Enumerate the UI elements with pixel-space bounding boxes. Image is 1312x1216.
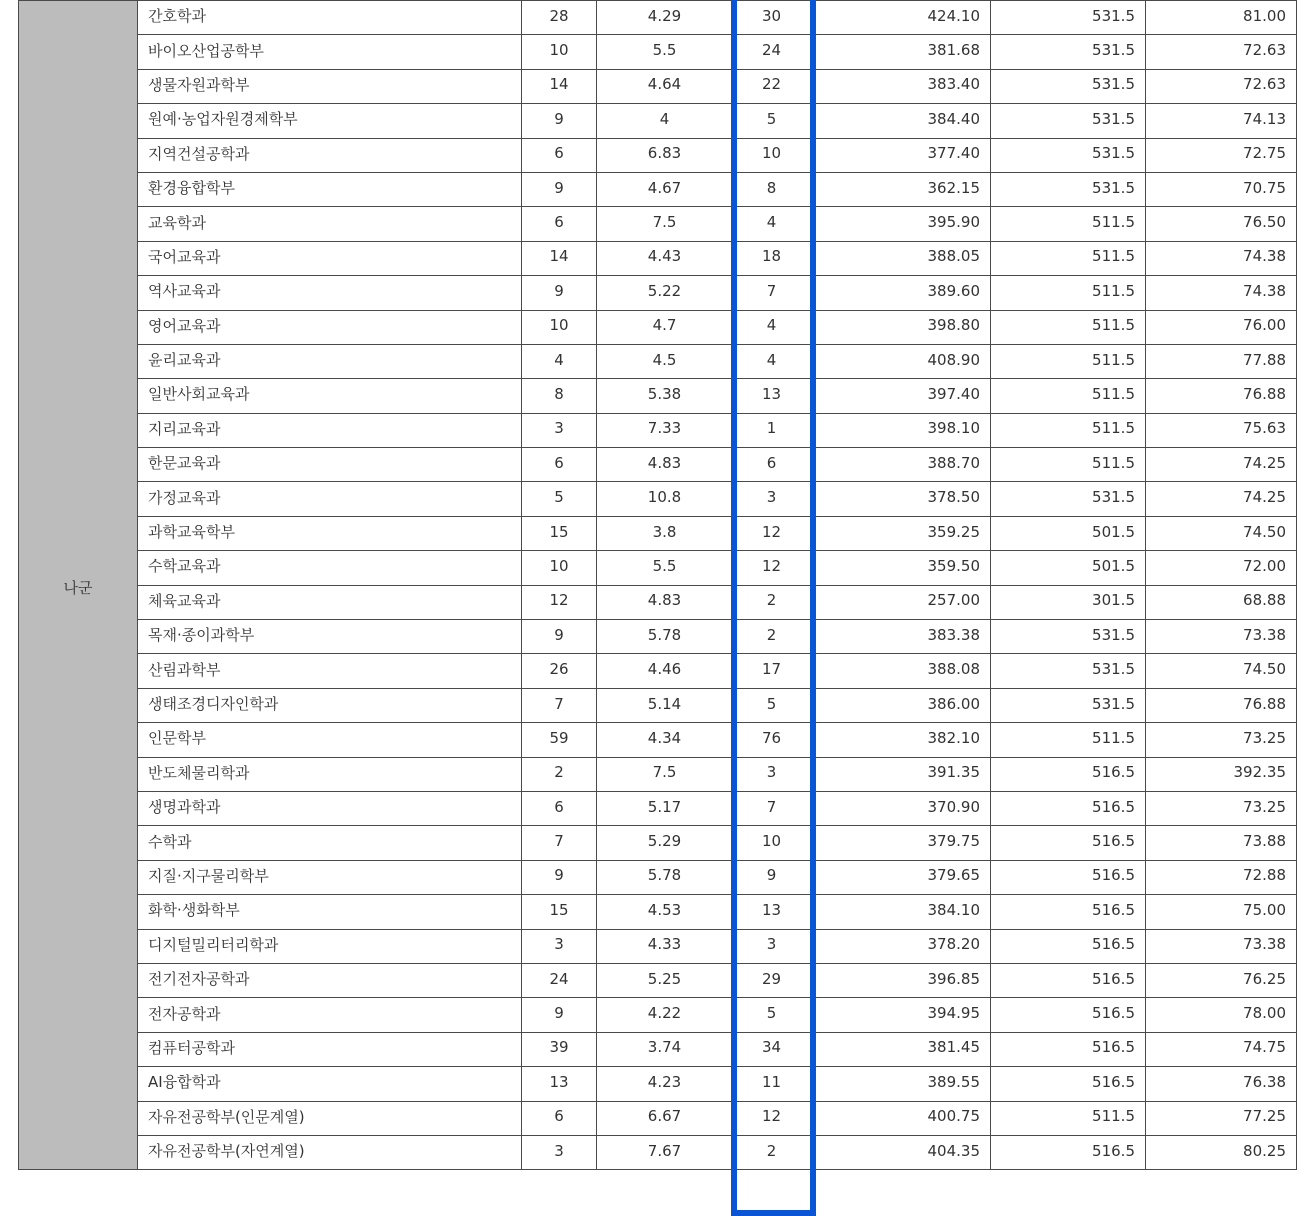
score-cell: 396.85 xyxy=(811,963,991,997)
competition-rate-cell: 3.74 xyxy=(597,1032,733,1066)
department-name-cell: 원예·농업자원경제학부 xyxy=(138,104,522,138)
max-score-cell: 516.5 xyxy=(991,1135,1146,1169)
department-name-cell: 전기전자공학과 xyxy=(138,963,522,997)
score-cell: 424.10 xyxy=(811,1,991,35)
competition-rate-cell: 4.83 xyxy=(597,448,733,482)
percentile-cell: 76.00 xyxy=(1146,310,1297,344)
max-score-cell: 531.5 xyxy=(991,482,1146,516)
score-cell: 389.60 xyxy=(811,276,991,310)
score-cell: 388.70 xyxy=(811,448,991,482)
competition-rate-cell: 6.83 xyxy=(597,138,733,172)
table-row xyxy=(19,895,1297,929)
percentile-cell: 74.50 xyxy=(1146,654,1297,688)
score-cell: 383.38 xyxy=(811,620,991,654)
percentile-cell: 392.35 xyxy=(1146,757,1297,791)
highlighted-value-cell: 22 xyxy=(733,69,811,103)
highlighted-value-cell: 12 xyxy=(733,551,811,585)
score-cell: 382.10 xyxy=(811,723,991,757)
score-cell: 404.35 xyxy=(811,1135,991,1169)
score-cell: 257.00 xyxy=(811,585,991,619)
max-score-cell: 511.5 xyxy=(991,276,1146,310)
department-name-cell: 바이오산업공학부 xyxy=(138,35,522,69)
percentile-cell: 75.00 xyxy=(1146,895,1297,929)
score-cell: 381.45 xyxy=(811,1032,991,1066)
quota-cell: 9 xyxy=(522,620,597,654)
competition-rate-cell: 4.67 xyxy=(597,172,733,206)
score-cell: 381.68 xyxy=(811,35,991,69)
percentile-cell: 74.38 xyxy=(1146,276,1297,310)
highlighted-value-cell: 5 xyxy=(733,998,811,1032)
table-row xyxy=(19,1067,1297,1101)
quota-cell: 14 xyxy=(522,69,597,103)
percentile-cell: 76.38 xyxy=(1146,1067,1297,1101)
highlighted-value-cell: 3 xyxy=(733,482,811,516)
department-name-cell: 한문교육과 xyxy=(138,448,522,482)
highlighted-value-cell: 8 xyxy=(733,172,811,206)
competition-rate-cell: 4.7 xyxy=(597,310,733,344)
score-cell: 389.55 xyxy=(811,1067,991,1101)
quota-cell: 6 xyxy=(522,138,597,172)
competition-rate-cell: 5.38 xyxy=(597,379,733,413)
quota-cell: 9 xyxy=(522,998,597,1032)
percentile-cell: 72.88 xyxy=(1146,860,1297,894)
competition-rate-cell: 5.78 xyxy=(597,860,733,894)
table-row xyxy=(19,104,1297,138)
competition-rate-cell: 4.53 xyxy=(597,895,733,929)
competition-rate-cell: 4.22 xyxy=(597,998,733,1032)
score-cell: 379.65 xyxy=(811,860,991,894)
percentile-cell: 80.25 xyxy=(1146,1135,1297,1169)
highlighted-value-cell: 7 xyxy=(733,791,811,825)
percentile-cell: 76.25 xyxy=(1146,963,1297,997)
percentile-cell: 76.88 xyxy=(1146,379,1297,413)
department-name-cell: 자유전공학부(인문계열) xyxy=(138,1101,522,1135)
competition-rate-cell: 4.43 xyxy=(597,241,733,275)
percentile-cell: 77.25 xyxy=(1146,1101,1297,1135)
highlighted-value-cell: 2 xyxy=(733,620,811,654)
highlighted-value-cell: 3 xyxy=(733,929,811,963)
highlighted-value-cell: 13 xyxy=(733,379,811,413)
competition-rate-cell: 5.17 xyxy=(597,791,733,825)
highlighted-value-cell: 34 xyxy=(733,1032,811,1066)
max-score-cell: 511.5 xyxy=(991,207,1146,241)
quota-cell: 7 xyxy=(522,826,597,860)
quota-cell: 5 xyxy=(522,482,597,516)
department-name-cell: 전자공학과 xyxy=(138,998,522,1032)
max-score-cell: 516.5 xyxy=(991,860,1146,894)
highlighted-value-cell: 11 xyxy=(733,1067,811,1101)
percentile-cell: 72.00 xyxy=(1146,551,1297,585)
table-row xyxy=(19,344,1297,378)
max-score-cell: 511.5 xyxy=(991,723,1146,757)
table-row xyxy=(19,1032,1297,1066)
quota-cell: 12 xyxy=(522,585,597,619)
score-cell: 370.90 xyxy=(811,791,991,825)
quota-cell: 10 xyxy=(522,551,597,585)
score-cell: 359.25 xyxy=(811,516,991,550)
department-name-cell: 컴퓨터공학과 xyxy=(138,1032,522,1066)
quota-cell: 2 xyxy=(522,757,597,791)
percentile-cell: 74.75 xyxy=(1146,1032,1297,1066)
max-score-cell: 511.5 xyxy=(991,448,1146,482)
table-row xyxy=(19,207,1297,241)
table-row xyxy=(19,551,1297,585)
competition-rate-cell: 7.5 xyxy=(597,757,733,791)
quota-cell: 24 xyxy=(522,963,597,997)
department-name-cell: 체육교육과 xyxy=(138,585,522,619)
quota-cell: 28 xyxy=(522,1,597,35)
quota-cell: 4 xyxy=(522,344,597,378)
table-row xyxy=(19,138,1297,172)
department-name-cell: 지리교육과 xyxy=(138,413,522,447)
department-name-cell: 자유전공학부(자연계열) xyxy=(138,1135,522,1169)
max-score-cell: 516.5 xyxy=(991,826,1146,860)
score-cell: 378.20 xyxy=(811,929,991,963)
percentile-cell: 75.63 xyxy=(1146,413,1297,447)
department-name-cell: 생명과학과 xyxy=(138,791,522,825)
table-row xyxy=(19,585,1297,619)
table-row xyxy=(19,757,1297,791)
competition-rate-cell: 5.25 xyxy=(597,963,733,997)
percentile-cell: 76.50 xyxy=(1146,207,1297,241)
competition-rate-cell: 3.8 xyxy=(597,516,733,550)
department-name-cell: 영어교육과 xyxy=(138,310,522,344)
quota-cell: 3 xyxy=(522,1135,597,1169)
table-row xyxy=(19,69,1297,103)
admission-results-table-wrap xyxy=(18,0,1296,1170)
department-name-cell: 화학·생화학부 xyxy=(138,895,522,929)
percentile-cell: 73.38 xyxy=(1146,620,1297,654)
score-cell: 362.15 xyxy=(811,172,991,206)
max-score-cell: 516.5 xyxy=(991,998,1146,1032)
competition-rate-cell: 6.67 xyxy=(597,1101,733,1135)
score-cell: 388.08 xyxy=(811,654,991,688)
quota-cell: 8 xyxy=(522,379,597,413)
max-score-cell: 511.5 xyxy=(991,379,1146,413)
competition-rate-cell: 5.5 xyxy=(597,35,733,69)
table-row xyxy=(19,379,1297,413)
competition-rate-cell: 4.64 xyxy=(597,69,733,103)
percentile-cell: 77.88 xyxy=(1146,344,1297,378)
score-cell: 379.75 xyxy=(811,826,991,860)
score-cell: 391.35 xyxy=(811,757,991,791)
quota-cell: 9 xyxy=(522,860,597,894)
percentile-cell: 68.88 xyxy=(1146,585,1297,619)
max-score-cell: 511.5 xyxy=(991,310,1146,344)
department-name-cell: 목재·종이과학부 xyxy=(138,620,522,654)
competition-rate-cell: 5.29 xyxy=(597,826,733,860)
percentile-cell: 73.25 xyxy=(1146,791,1297,825)
table-row xyxy=(19,654,1297,688)
max-score-cell: 516.5 xyxy=(991,895,1146,929)
max-score-cell: 531.5 xyxy=(991,688,1146,722)
department-name-cell: 생태조경디자인학과 xyxy=(138,688,522,722)
score-cell: 378.50 xyxy=(811,482,991,516)
table-row xyxy=(19,448,1297,482)
max-score-cell: 531.5 xyxy=(991,172,1146,206)
table-row xyxy=(19,35,1297,69)
table-row xyxy=(19,482,1297,516)
table-body xyxy=(19,1,1297,1170)
quota-cell: 26 xyxy=(522,654,597,688)
max-score-cell: 511.5 xyxy=(991,1101,1146,1135)
max-score-cell: 531.5 xyxy=(991,1,1146,35)
score-cell: 398.10 xyxy=(811,413,991,447)
quota-cell: 6 xyxy=(522,448,597,482)
max-score-cell: 531.5 xyxy=(991,35,1146,69)
max-score-cell: 531.5 xyxy=(991,104,1146,138)
score-cell: 388.05 xyxy=(811,241,991,275)
department-name-cell: 수학교육과 xyxy=(138,551,522,585)
department-name-cell: 국어교육과 xyxy=(138,241,522,275)
quota-cell: 9 xyxy=(522,276,597,310)
quota-cell: 6 xyxy=(522,207,597,241)
percentile-cell: 72.75 xyxy=(1146,138,1297,172)
table-row xyxy=(19,1135,1297,1169)
max-score-cell: 511.5 xyxy=(991,413,1146,447)
highlighted-value-cell: 3 xyxy=(733,757,811,791)
highlighted-value-cell: 2 xyxy=(733,1135,811,1169)
table-row xyxy=(19,516,1297,550)
table-row xyxy=(19,276,1297,310)
max-score-cell: 501.5 xyxy=(991,551,1146,585)
score-cell: 397.40 xyxy=(811,379,991,413)
score-cell: 395.90 xyxy=(811,207,991,241)
table-row xyxy=(19,688,1297,722)
quota-cell: 39 xyxy=(522,1032,597,1066)
highlighted-value-cell: 10 xyxy=(733,826,811,860)
department-name-cell: 수학과 xyxy=(138,826,522,860)
highlighted-value-cell: 6 xyxy=(733,448,811,482)
highlighted-value-cell: 76 xyxy=(733,723,811,757)
max-score-cell: 516.5 xyxy=(991,1067,1146,1101)
department-name-cell: 인문학부 xyxy=(138,723,522,757)
max-score-cell: 531.5 xyxy=(991,138,1146,172)
table-row xyxy=(19,723,1297,757)
percentile-cell: 74.38 xyxy=(1146,241,1297,275)
highlighted-value-cell: 4 xyxy=(733,344,811,378)
quota-cell: 7 xyxy=(522,688,597,722)
highlighted-value-cell: 5 xyxy=(733,104,811,138)
score-cell: 408.90 xyxy=(811,344,991,378)
table-row xyxy=(19,310,1297,344)
department-name-cell: 생물자원과학부 xyxy=(138,69,522,103)
competition-rate-cell: 5.22 xyxy=(597,276,733,310)
competition-rate-cell: 5.14 xyxy=(597,688,733,722)
quota-cell: 13 xyxy=(522,1067,597,1101)
department-name-cell: 지질·지구물리학부 xyxy=(138,860,522,894)
percentile-cell: 70.75 xyxy=(1146,172,1297,206)
quota-cell: 9 xyxy=(522,172,597,206)
score-cell: 383.40 xyxy=(811,69,991,103)
percentile-cell: 74.13 xyxy=(1146,104,1297,138)
max-score-cell: 531.5 xyxy=(991,69,1146,103)
competition-rate-cell: 4.33 xyxy=(597,929,733,963)
department-name-cell: 교육학과 xyxy=(138,207,522,241)
competition-rate-cell: 5.5 xyxy=(597,551,733,585)
max-score-cell: 516.5 xyxy=(991,1032,1146,1066)
competition-rate-cell: 4.23 xyxy=(597,1067,733,1101)
department-name-cell: 간호학과 xyxy=(138,1,522,35)
percentile-cell: 76.88 xyxy=(1146,688,1297,722)
score-cell: 359.50 xyxy=(811,551,991,585)
max-score-cell: 516.5 xyxy=(991,791,1146,825)
quota-cell: 14 xyxy=(522,241,597,275)
table-row xyxy=(19,860,1297,894)
percentile-cell: 73.88 xyxy=(1146,826,1297,860)
highlighted-value-cell: 5 xyxy=(733,688,811,722)
quota-cell: 3 xyxy=(522,413,597,447)
competition-rate-cell: 4.29 xyxy=(597,1,733,35)
max-score-cell: 501.5 xyxy=(991,516,1146,550)
max-score-cell: 301.5 xyxy=(991,585,1146,619)
percentile-cell: 74.25 xyxy=(1146,482,1297,516)
department-name-cell: 산림과학부 xyxy=(138,654,522,688)
department-name-cell: 일반사회교육과 xyxy=(138,379,522,413)
percentile-cell: 73.38 xyxy=(1146,929,1297,963)
table-row xyxy=(19,998,1297,1032)
quota-cell: 10 xyxy=(522,310,597,344)
competition-rate-cell: 10.8 xyxy=(597,482,733,516)
highlighted-value-cell: 29 xyxy=(733,963,811,997)
department-name-cell: 반도체물리학과 xyxy=(138,757,522,791)
department-name-cell: 지역건설공학과 xyxy=(138,138,522,172)
score-cell: 394.95 xyxy=(811,998,991,1032)
quota-cell: 6 xyxy=(522,1101,597,1135)
max-score-cell: 516.5 xyxy=(991,757,1146,791)
competition-rate-cell: 4 xyxy=(597,104,733,138)
group-label-cell: 나군 xyxy=(19,1,138,1170)
quota-cell: 6 xyxy=(522,791,597,825)
competition-rate-cell: 4.83 xyxy=(597,585,733,619)
department-name-cell: 가정교육과 xyxy=(138,482,522,516)
highlighted-value-cell: 12 xyxy=(733,516,811,550)
competition-rate-cell: 4.5 xyxy=(597,344,733,378)
table-row xyxy=(19,1,1297,35)
quota-cell: 15 xyxy=(522,895,597,929)
highlighted-value-cell: 17 xyxy=(733,654,811,688)
table-row xyxy=(19,963,1297,997)
highlighted-value-cell: 18 xyxy=(733,241,811,275)
quota-cell: 3 xyxy=(522,929,597,963)
percentile-cell: 74.50 xyxy=(1146,516,1297,550)
competition-rate-cell: 7.33 xyxy=(597,413,733,447)
score-cell: 400.75 xyxy=(811,1101,991,1135)
percentile-cell: 78.00 xyxy=(1146,998,1297,1032)
score-cell: 377.40 xyxy=(811,138,991,172)
highlighted-value-cell: 12 xyxy=(733,1101,811,1135)
highlighted-value-cell: 24 xyxy=(733,35,811,69)
table-row xyxy=(19,172,1297,206)
percentile-cell: 72.63 xyxy=(1146,69,1297,103)
percentile-cell: 74.25 xyxy=(1146,448,1297,482)
quota-cell: 15 xyxy=(522,516,597,550)
competition-rate-cell: 7.5 xyxy=(597,207,733,241)
department-name-cell: 과학교육학부 xyxy=(138,516,522,550)
highlighted-value-cell: 9 xyxy=(733,860,811,894)
table-row xyxy=(19,826,1297,860)
score-cell: 384.10 xyxy=(811,895,991,929)
highlighted-value-cell: 1 xyxy=(733,413,811,447)
quota-cell: 59 xyxy=(522,723,597,757)
department-name-cell: 환경융합학부 xyxy=(138,172,522,206)
competition-rate-cell: 7.67 xyxy=(597,1135,733,1169)
quota-cell: 9 xyxy=(522,104,597,138)
quota-cell: 10 xyxy=(522,35,597,69)
score-cell: 398.80 xyxy=(811,310,991,344)
highlighted-value-cell: 4 xyxy=(733,310,811,344)
competition-rate-cell: 4.46 xyxy=(597,654,733,688)
department-name-cell: AI융합학과 xyxy=(138,1067,522,1101)
table-row xyxy=(19,413,1297,447)
department-name-cell: 윤리교육과 xyxy=(138,344,522,378)
table-row xyxy=(19,620,1297,654)
department-name-cell: 디지털밀리터리학과 xyxy=(138,929,522,963)
max-score-cell: 511.5 xyxy=(991,344,1146,378)
highlighted-value-cell: 10 xyxy=(733,138,811,172)
table-row xyxy=(19,791,1297,825)
competition-rate-cell: 4.34 xyxy=(597,723,733,757)
admission-results-table xyxy=(18,0,1297,1170)
competition-rate-cell: 5.78 xyxy=(597,620,733,654)
percentile-cell: 81.00 xyxy=(1146,1,1297,35)
table-row xyxy=(19,241,1297,275)
percentile-cell: 73.25 xyxy=(1146,723,1297,757)
highlighted-value-cell: 2 xyxy=(733,585,811,619)
max-score-cell: 531.5 xyxy=(991,620,1146,654)
max-score-cell: 511.5 xyxy=(991,241,1146,275)
score-cell: 384.40 xyxy=(811,104,991,138)
score-cell: 386.00 xyxy=(811,688,991,722)
department-name-cell: 역사교육과 xyxy=(138,276,522,310)
highlighted-value-cell: 30 xyxy=(733,1,811,35)
table-row xyxy=(19,1101,1297,1135)
highlighted-value-cell: 13 xyxy=(733,895,811,929)
max-score-cell: 516.5 xyxy=(991,963,1146,997)
max-score-cell: 531.5 xyxy=(991,654,1146,688)
table-row xyxy=(19,929,1297,963)
max-score-cell: 516.5 xyxy=(991,929,1146,963)
percentile-cell: 72.63 xyxy=(1146,35,1297,69)
highlighted-value-cell: 7 xyxy=(733,276,811,310)
highlighted-value-cell: 4 xyxy=(733,207,811,241)
